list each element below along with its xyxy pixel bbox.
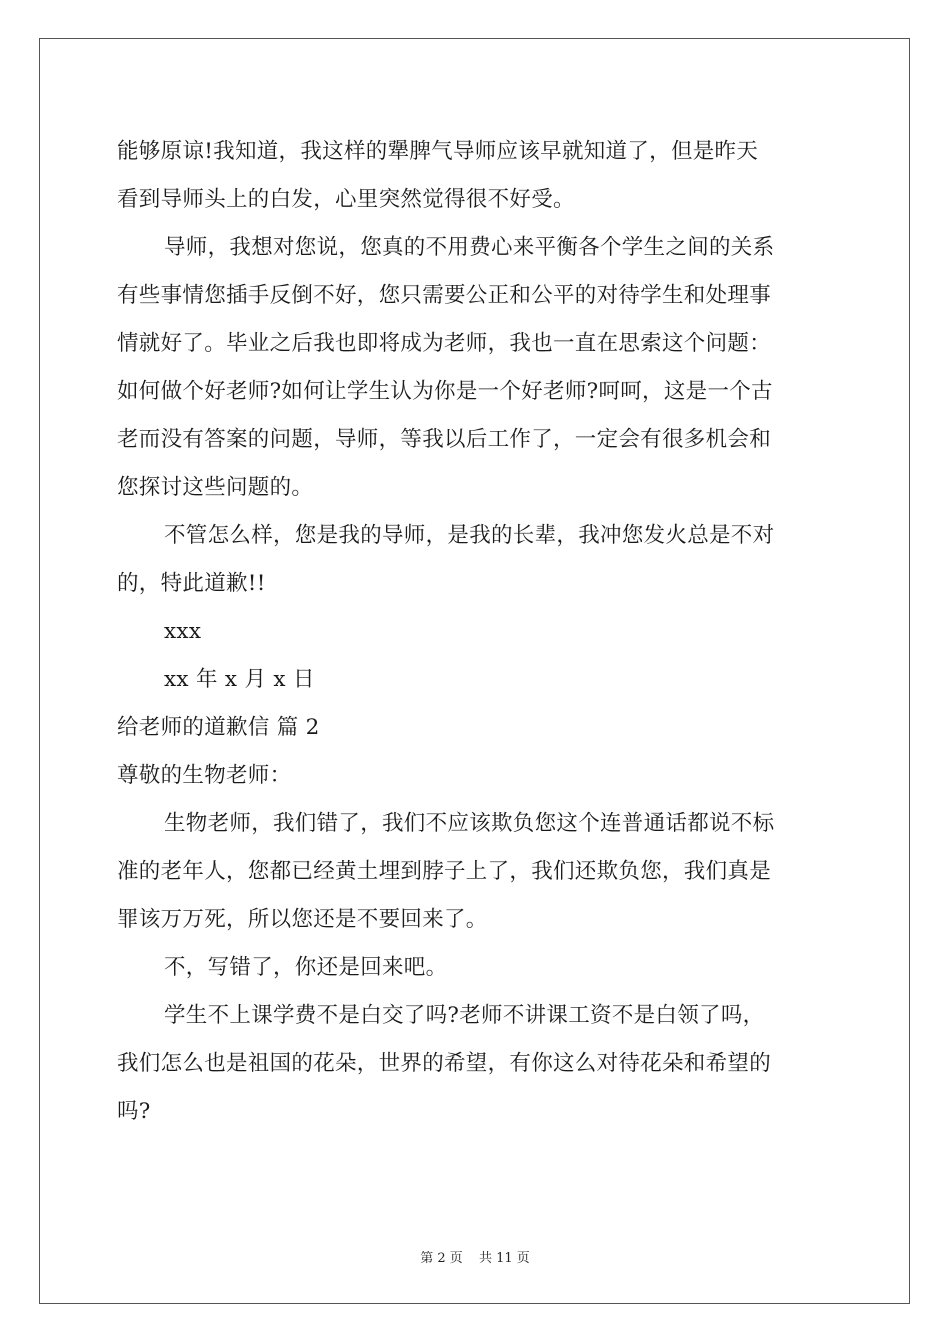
section-heading: 给老师的道歉信 篇 2 <box>117 715 320 740</box>
salutation: 尊敬的生物老师： <box>117 763 292 788</box>
text-line: 罪该万万死，所以您还是不要回来了。 <box>117 907 488 932</box>
text-line: 看到导师头上的白发，心里突然觉得很不好受。 <box>117 187 575 212</box>
text-line: 生物老师，我们错了，我们不应该欺负您这个连普通话都说不标 <box>164 811 775 836</box>
text-line: 老而没有答案的问题，导师，等我以后工作了，一定会有很多机会和 <box>117 427 772 452</box>
page-number: 第 2 页 <box>420 1251 463 1266</box>
text-line: 的，特此道歉!! <box>117 571 266 596</box>
text-line: 不，写错了，你还是回来吧。 <box>164 955 448 980</box>
date-line: xx 年 x 月 x 日 <box>164 667 315 692</box>
text-line: 您探讨这些问题的。 <box>117 475 314 500</box>
text-line: 吗? <box>117 1099 151 1124</box>
text-line: 不管怎么样，您是我的导师，是我的长辈，我冲您发火总是不对 <box>164 523 775 548</box>
page-total: 共 11 页 <box>478 1251 530 1266</box>
text-line: 学生不上课学费不是白交了吗?老师不讲课工资不是白领了吗， <box>164 1003 765 1028</box>
text-line: 能够原谅!我知道，我这样的犟脾气导师应该早就知道了，但是昨天 <box>117 139 759 164</box>
signature: xxx <box>164 619 202 644</box>
text-line: 导师，我想对您说，您真的不用费心来平衡各个学生之间的关系 <box>164 235 775 260</box>
text-line: 有些事情您插手反倒不好，您只需要公正和公平的对待学生和处理事 <box>117 283 772 308</box>
page-footer <box>0 1247 950 1266</box>
text-line: 如何做个好老师?如何让学生认为你是一个好老师?呵呵，这是一个古 <box>117 379 773 404</box>
text-line: 准的老年人，您都已经黄土埋到脖子上了，我们还欺负您，我们真是 <box>117 859 772 884</box>
text-line: 情就好了。毕业之后我也即将成为老师，我也一直在思索这个问题： <box>117 331 772 356</box>
document-body <box>117 128 837 1136</box>
text-line: 我们怎么也是祖国的花朵，世界的希望，有你这么对待花朵和希望的 <box>117 1051 772 1076</box>
